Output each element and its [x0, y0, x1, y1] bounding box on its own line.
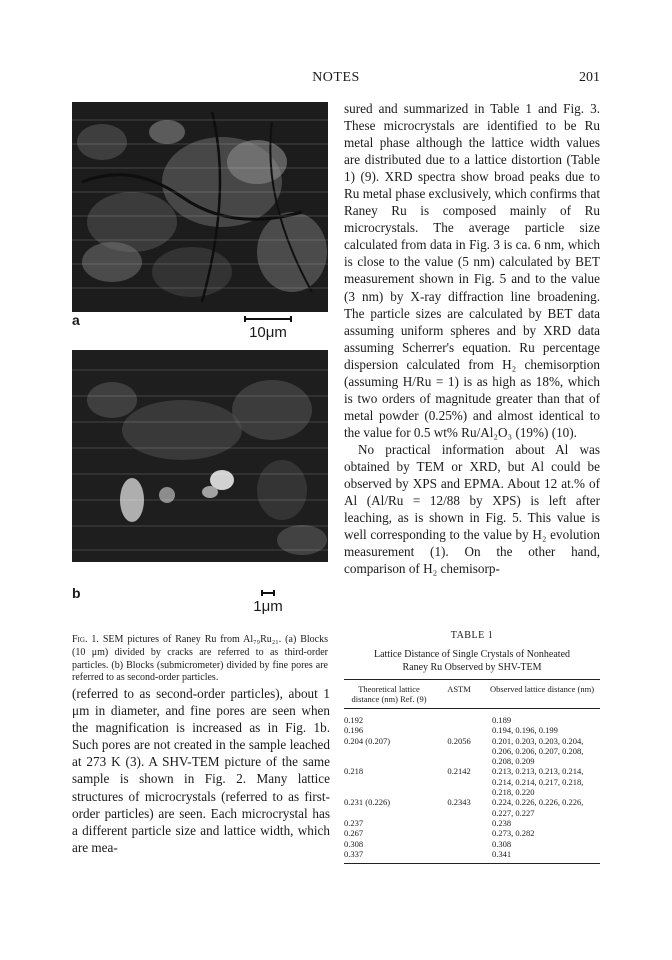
table-cell: 0.2343 [447, 797, 471, 808]
running-header: NOTES [312, 70, 360, 85]
table-cell: 0.308 [492, 838, 512, 849]
table-cell: 0.308 [344, 838, 364, 849]
table-caption-line-2: Raney Ru Observed by SHV-TEM [402, 661, 542, 673]
table-header [344, 680, 600, 708]
table-cell: 0.341 [492, 848, 512, 859]
figure-caption-text: SEM pictures of Raney Ru from Al₇₉Ru₂₁. (a) Blocks (10 μm) divided by cracks are referred to as third-order particles. (b) Blocks (submicrometer) divided by fine pores are referred to as second-order particles. [72, 634, 328, 684]
page-number: 201 [579, 70, 600, 85]
sem-image-a [72, 102, 328, 312]
table-caption-line-1: Lattice Distance of Single Crystals of Nonheated [373, 649, 571, 660]
sem-texture-a [72, 102, 328, 312]
right-column-text [344, 100, 600, 577]
table-cell: 0.224, 0.226, 0.226, 0.226, 0.227, 0.227 [492, 797, 584, 818]
paragraph-2: No practical information about Al was obtained by TEM or XRD, but Al could be observed by XPS and EPMA. About 12 at.% of Al (Al/Ru = 12/88 by XPS) is left after leaching, as is shown in Fig. 5. This value is well corresponding to the value by H₂ evolution measurement (1). On the other hand, comparison of H₂ chemisorp- [344, 441, 600, 577]
table-cell: 0.237 [344, 817, 364, 828]
table-cell: 0.337 [344, 848, 364, 859]
table-cell: 0.267 [344, 828, 364, 839]
scale-bar-a [238, 316, 298, 341]
table-1 [344, 630, 600, 864]
table-cell: 0.231 (0.226) [344, 797, 391, 808]
table-cell: 0.213, 0.213, 0.213, 0.214, 0.214, 0.214, 0.217, 0.218, 0.218, 0.220 [492, 766, 584, 798]
figure-caption [72, 634, 328, 685]
table-cell: 0.273, 0.282 [492, 828, 535, 839]
table-cell: 0.189 [492, 715, 512, 725]
scale-bar-line-b [261, 590, 275, 596]
table-cell [434, 725, 484, 735]
table-cell: 0.194, 0.196, 0.199 [492, 725, 558, 736]
table-header-cell: Theoretical lattice distance (nm) Ref. (9) [351, 684, 427, 704]
figure-caption-prefix: Fig. 1. [72, 634, 99, 645]
scale-bar-line-a [244, 316, 292, 322]
scale-bar-b [246, 590, 290, 615]
scale-bar-label-a: 10μm [249, 324, 287, 341]
sem-image-b [72, 350, 328, 562]
table-bottom-rule [344, 863, 600, 864]
table-cell: 0.2142 [447, 766, 471, 777]
table-body [344, 709, 600, 859]
left-column-text: (referred to as second-order particles), about 1 μm in diameter, and fine pores are seen when the magnification is increased as in Fig. 1b. Such pores are not created in the sample leached at 273 K (3). A SHV-TEM picture of the same sample is shown in Fig. 2. Many lattice structures of microcrystals (referred to as first-order particles) are seen. Each microcrystal has a different particle size and lattice width, which are mea- [72, 686, 330, 855]
table-cell: 0.204 (0.207) [344, 735, 391, 746]
scale-bar-label-b: 1μm [253, 598, 283, 615]
table-label: TABLE 1 [450, 630, 494, 641]
table-cell: 0.192 [344, 715, 364, 725]
table-cell: 0.196 [344, 725, 364, 736]
table-header-cell: Observed lattice distance (nm) [489, 684, 595, 694]
table-cell [434, 715, 484, 725]
table-cell [434, 849, 484, 859]
table-cell [434, 818, 484, 828]
table-cell [434, 828, 484, 838]
table-cell: 0.238 [492, 817, 512, 828]
table-cell: 0.2056 [447, 735, 471, 746]
table-cell: 0.218 [344, 766, 364, 777]
table-header-cell: ASTM [447, 684, 471, 694]
table-cell: 0.201, 0.203, 0.203, 0.204, 0.206, 0.206, 0.207, 0.208, 0.208, 0.209 [492, 735, 584, 767]
sem-texture-b [72, 350, 328, 562]
panel-label-a: a [72, 312, 80, 328]
paragraph-1: sured and summarized in Table 1 and Fig. 3. These microcrystals are identified to be Ru metal phase although the lattice width values are distributed due to a lattice distortion (Table 1) (9). XRD spectra show broad peaks due to Ru metal phase exclusively, which confirms that Raney Ru is composed mainly of Ru microcrystals. The average particle size calculated from data in Fig. 3 is ca. 6 nm, which is close to the value (5 nm) calculated by BET measurement shown in Fig. 5 and to the value (3 nm) by X-ray diffraction line broadening. The particle sizes are calculated by BET data assuming uniform spheres and by XRD data assuming Scherrer's equation. Ru percentage dispersion calculated from H₂ chemisorption (assuming H/Ru = 1) is as high as 18%, which is two orders of magnitude greater than that of metal powder (0.25%) and almost identical to the value for 0.5 wt% Ru/Al₂O₃ (19%) (10). [344, 101, 600, 440]
panel-label-b: b [72, 585, 81, 601]
table-cell [434, 839, 484, 849]
